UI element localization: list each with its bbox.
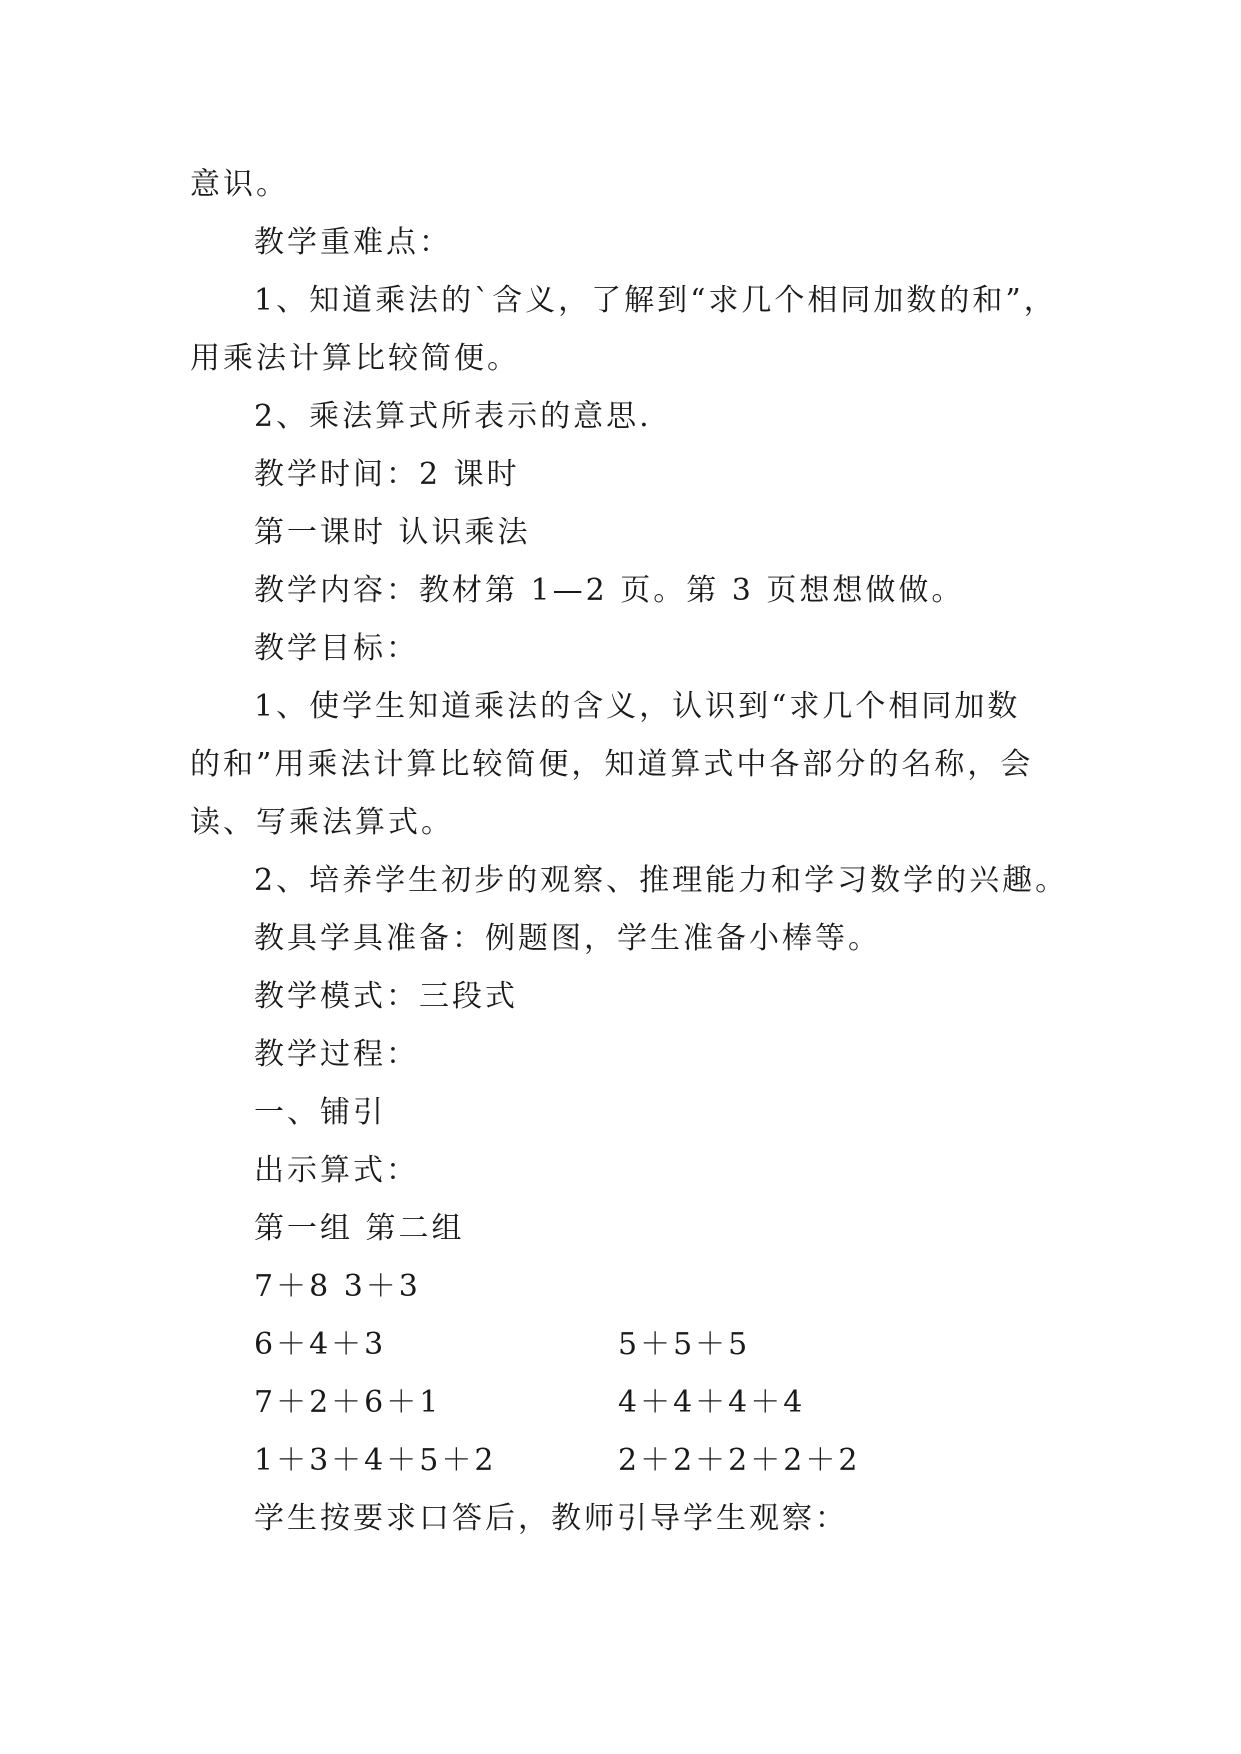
paragraph-line: 教学内容：教材第 1—2 页。第 3 页想想做做。 xyxy=(254,573,965,608)
paragraph-line: 意识。 xyxy=(190,167,289,202)
paragraph-line: 教具学具准备：例题图，学生准备小棒等。 xyxy=(254,921,881,956)
paragraph-line: 1、知道乘法的`含义，了解到“求几个相同加数的和”， xyxy=(254,283,1057,318)
paragraph-line: 用乘法计算比较简便。 xyxy=(190,341,520,376)
section-heading: 第一课时 认识乘法 xyxy=(254,515,531,550)
group-labels: 第一组 第二组 xyxy=(254,1211,465,1246)
paragraph-line: 2、培养学生初步的观察、推理能力和学习数学的兴趣。 xyxy=(254,863,1069,898)
paragraph-line: 的和”用乘法计算比较简便，知道算式中各部分的名称，会 xyxy=(190,747,1034,782)
paragraph-line: 学生按要求口答后，教师引导学生观察： xyxy=(254,1501,848,1536)
exercise-right: 2＋2＋2＋2＋2 xyxy=(618,1443,861,1478)
paragraph-line: 读、写乘法算式。 xyxy=(190,805,454,840)
section-heading: 教学过程： xyxy=(254,1037,419,1072)
section-heading: 一、铺引 xyxy=(254,1095,386,1130)
exercise-row: 7＋8 3＋3 xyxy=(254,1269,421,1304)
exercise-left: 7＋2＋6＋1 xyxy=(254,1385,442,1420)
exercise-right: 5＋5＋5 xyxy=(618,1327,751,1362)
paragraph-line: 教学模式：三段式 xyxy=(254,979,518,1014)
paragraph-line: 教学时间：2 课时 xyxy=(254,457,520,492)
exercise-left: 6＋4＋3 xyxy=(254,1327,387,1362)
paragraph-line: 2、乘法算式所表示的意思. xyxy=(254,399,652,434)
exercise-right: 4＋4＋4＋4 xyxy=(618,1385,806,1420)
paragraph-line: 1、使学生知道乘法的含义，认识到“求几个相同加数 xyxy=(254,689,1021,724)
paragraph-line: 出示算式： xyxy=(254,1153,419,1188)
exercise-left: 1＋3＋4＋5＋2 xyxy=(254,1443,497,1478)
section-heading: 教学重难点： xyxy=(254,225,452,260)
section-heading: 教学目标： xyxy=(254,631,419,666)
